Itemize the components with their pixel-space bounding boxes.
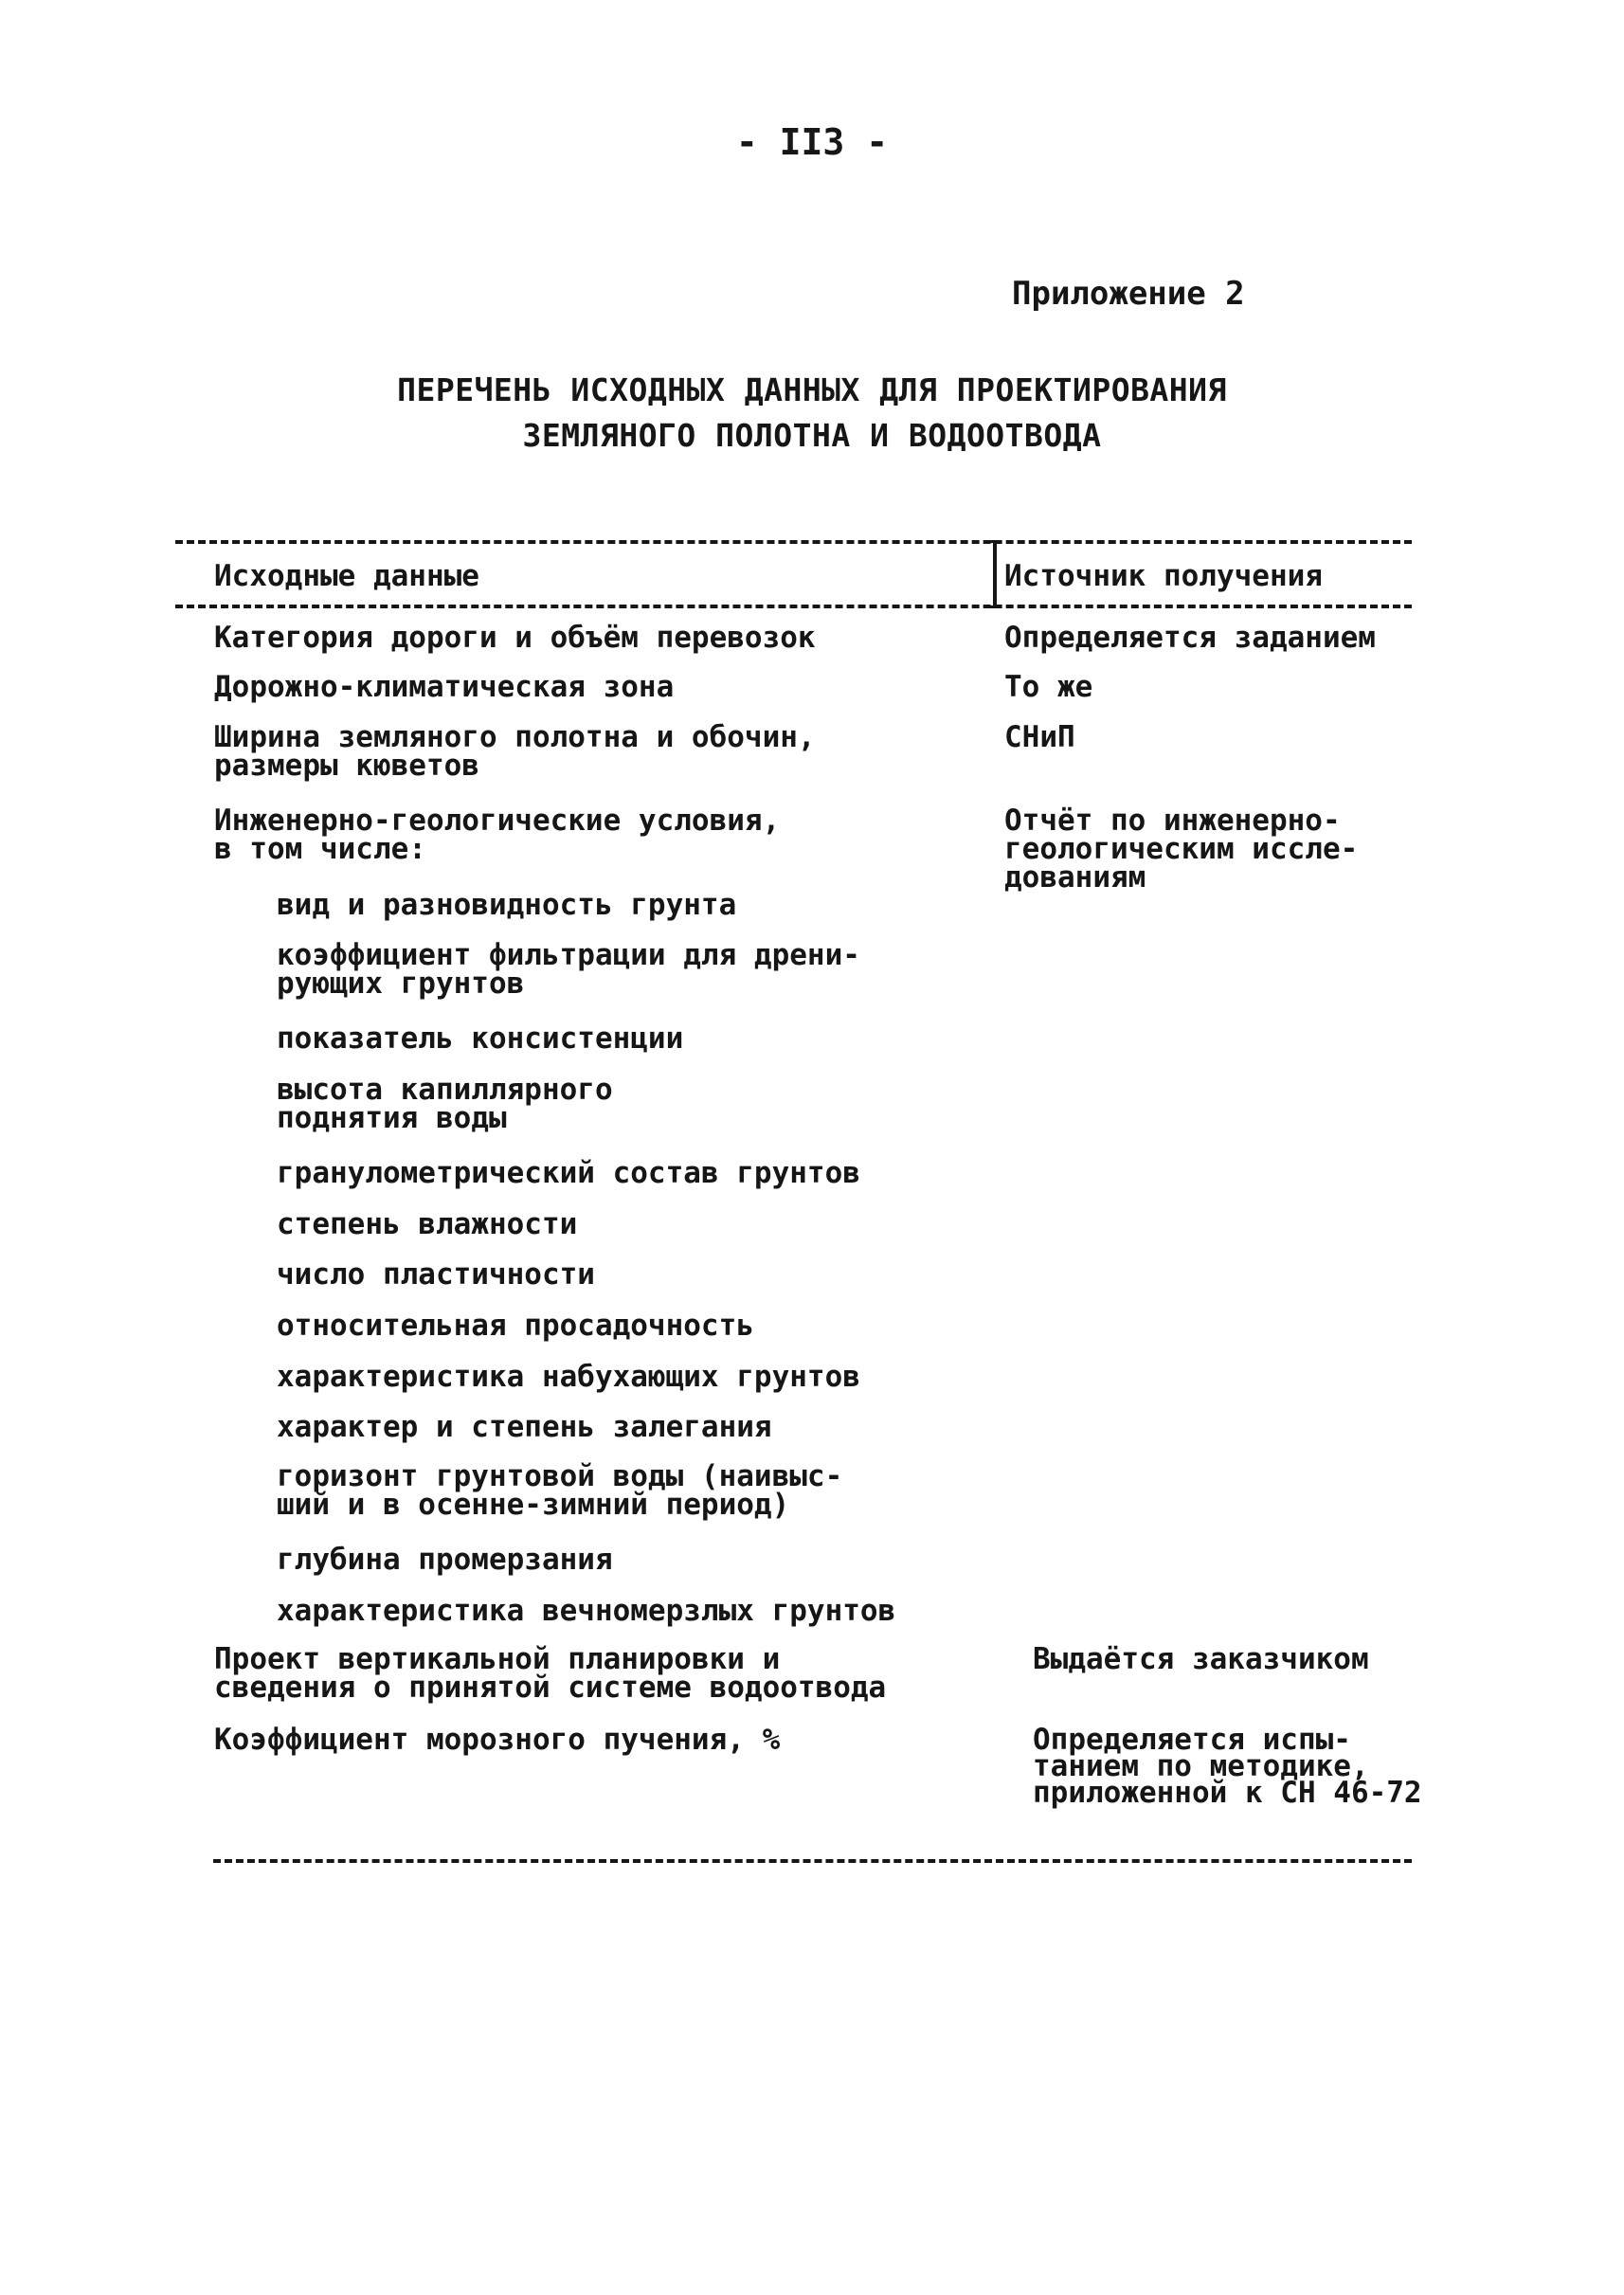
appendix-label: Приложение 2: [1012, 275, 1245, 313]
row-item-line: в том числе:: [214, 832, 426, 866]
row-item-line: горизонт грунтовой воды (наивыс-: [277, 1459, 843, 1493]
title-line-2: ЗЕМЛЯНОГО ПОЛОТНА И ВОДООТВОДА: [522, 416, 1102, 454]
row-item: Коэффициент морозного пучения, %: [214, 1723, 781, 1757]
row-source: Выдаётся заказчиком: [1033, 1642, 1369, 1676]
row-item: [214, 720, 816, 783]
row-item: [214, 1642, 886, 1705]
row-item: относительная просадочность: [277, 1309, 754, 1343]
row-source: Определяется заданием: [1004, 621, 1376, 655]
table-bottom-rule: [213, 1859, 1412, 1863]
row-item: вид и разновидность грунта: [277, 888, 737, 922]
row-item: Дорожно-климатическая зона: [214, 670, 675, 704]
row-source: То же: [1004, 670, 1093, 704]
row-source-line: приложенной к СН 46-72: [1033, 1776, 1422, 1810]
row-source-line: геологическим иссле-: [1004, 832, 1359, 866]
row-item-line: ший и в осенне-зимний период): [277, 1488, 790, 1522]
row-item-line: Инженерно-геологические условия,: [214, 804, 781, 838]
row-source-line: Отчёт по инженерно-: [1004, 804, 1341, 838]
row-item: характеристика набухающих грунтов: [277, 1360, 860, 1394]
row-item: [277, 938, 860, 1001]
row-source: [1033, 1723, 1422, 1810]
row-item: показатель консистенции: [277, 1021, 684, 1056]
row-item: [214, 804, 780, 866]
row-item: [277, 1459, 842, 1522]
document-title: [0, 368, 1624, 459]
header-source-of-receipt: Источник получения: [1004, 559, 1323, 593]
row-item-line: поднятия воды: [277, 1101, 507, 1135]
row-item-line: Ширина земляного полотна и обочин,: [214, 720, 816, 754]
row-item-line: высота капиллярного: [277, 1073, 613, 1107]
row-item: степень влажности: [277, 1207, 578, 1241]
row-item-line: рующих грунтов: [277, 967, 525, 1001]
row-item-line: размеры кюветов: [214, 749, 479, 783]
row-source-line: дованиям: [1004, 860, 1146, 895]
table-top-rule: [175, 540, 1412, 544]
row-item-line: сведения о принятой системе водоотвода: [214, 1671, 887, 1705]
header-source-data: Исходные данные: [214, 559, 479, 593]
row-item: глубина промерзания: [277, 1543, 613, 1577]
header-column-divider: [993, 540, 997, 608]
row-source: СНиП: [1004, 720, 1075, 754]
row-item: число пластичности: [277, 1257, 595, 1292]
page-number: - II3 -: [735, 121, 889, 163]
row-item: [277, 1073, 613, 1135]
header-bottom-rule: [175, 605, 1412, 608]
row-item-line: коэффициент фильтрации для дрени-: [277, 938, 860, 972]
row-item: Категория дороги и объём перевозок: [214, 621, 816, 655]
row-item: характеристика вечномерзлых грунтов: [277, 1594, 896, 1628]
title-line-1: ПЕРЕЧЕНЬ ИСХОДНЫХ ДАННЫХ ДЛЯ ПРОЕКТИРОВАНИЯ: [397, 371, 1227, 408]
row-source-line: Определяется испы-: [1033, 1723, 1351, 1757]
row-source-line: танием по методике,: [1033, 1749, 1369, 1783]
row-item-line: Проект вертикальной планировки и: [214, 1642, 781, 1676]
row-item: гранулометрический состав грунтов: [277, 1156, 860, 1190]
row-item: характер и степень залегания: [277, 1410, 772, 1444]
row-source: [1004, 804, 1358, 895]
